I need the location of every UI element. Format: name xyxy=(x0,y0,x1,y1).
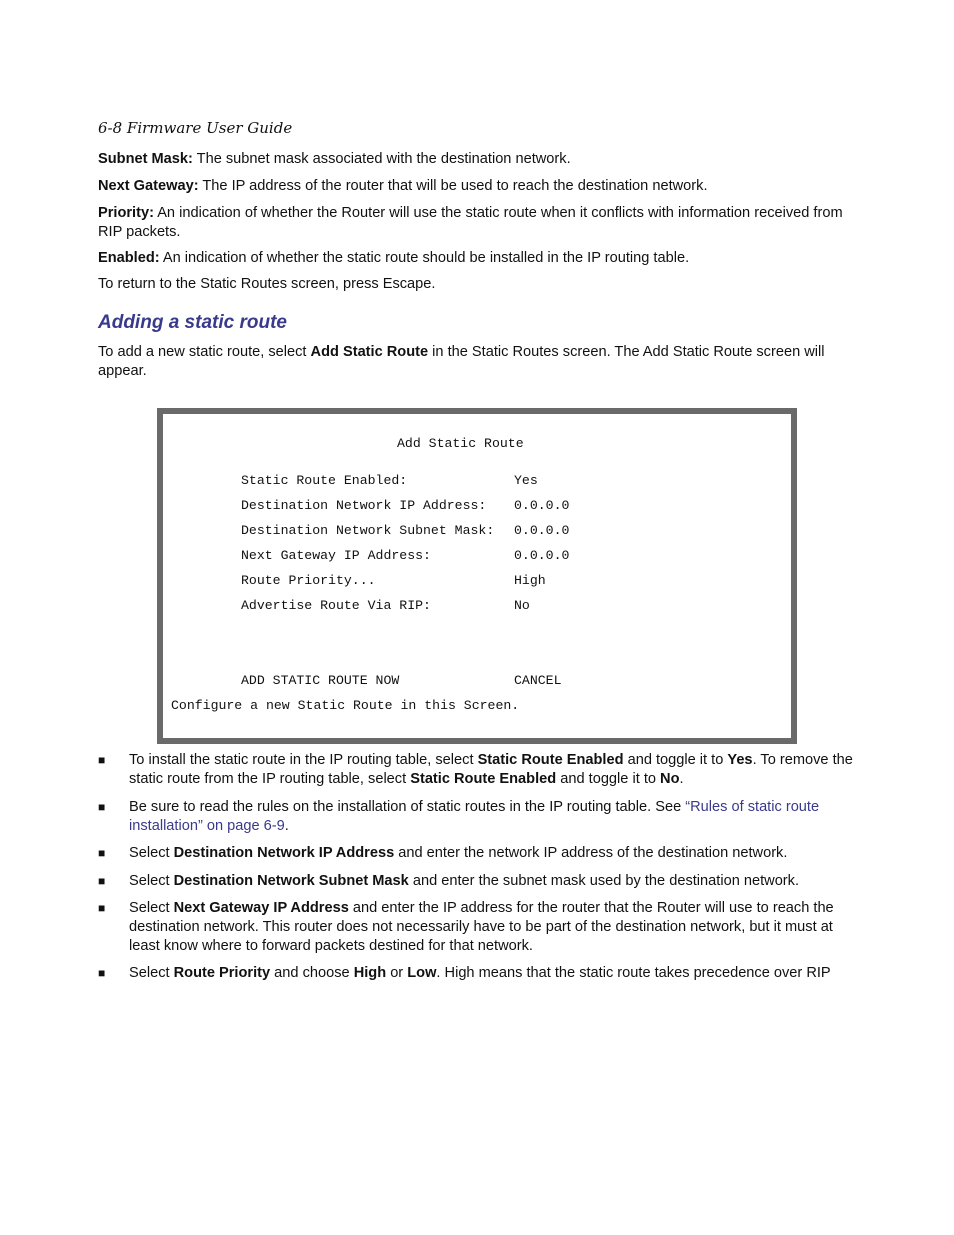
field-value-advertise-rip[interactable]: No xyxy=(514,598,530,613)
bullet-icon: ■ xyxy=(98,800,106,814)
field-value-next-gateway[interactable]: 0.0.0.0 xyxy=(514,548,570,563)
terminal-title: Add Static Route xyxy=(397,436,524,451)
cancel-button[interactable]: CANCEL xyxy=(514,673,562,688)
field-label-static-route-enabled[interactable]: Static Route Enabled: xyxy=(241,473,408,488)
definition-next-gateway: Next Gateway: The IP address of the router that will be used to reach the destination network. xyxy=(98,178,708,194)
bullet-icon: ■ xyxy=(98,846,106,860)
status-line: Configure a new Static Route in this Screen. xyxy=(171,698,520,713)
intro-paragraph: To add a new static route, select Add Static Route in the Static Routes screen. The Add Static Route screen will appear. xyxy=(98,344,825,379)
field-value-destination-subnet[interactable]: 0.0.0.0 xyxy=(514,523,570,538)
add-static-route-screen xyxy=(157,408,797,744)
rules-link[interactable]: “Rules of static route installation” on page 6-9 xyxy=(129,799,820,834)
definition-enabled: Enabled: An indication of whether the static route should be installed in the IP routing table. xyxy=(98,250,690,266)
bullet-icon: ■ xyxy=(98,874,106,888)
bullet-icon: ■ xyxy=(98,966,106,980)
return-instruction: To return to the Static Routes screen, press Escape. xyxy=(98,276,436,292)
page-header: 6-8 Firmware User Guide xyxy=(98,119,293,137)
bullet-icon: ■ xyxy=(98,753,106,767)
field-value-destination-ip[interactable]: 0.0.0.0 xyxy=(514,498,570,513)
field-label-advertise-rip[interactable]: Advertise Route Via RIP: xyxy=(241,598,431,613)
field-value-route-priority[interactable]: High xyxy=(514,573,546,588)
bullet-icon: ■ xyxy=(98,901,106,915)
definition-priority: Priority: An indication of whether the Router will use the static route when it conflicts with information received from RIP packets. xyxy=(98,205,843,240)
field-label-destination-subnet[interactable]: Destination Network Subnet Mask: xyxy=(241,523,495,538)
add-static-route-now-button[interactable]: ADD STATIC ROUTE NOW xyxy=(241,673,400,688)
field-label-next-gateway[interactable]: Next Gateway IP Address: xyxy=(241,548,431,563)
field-label-route-priority[interactable]: Route Priority... xyxy=(241,573,376,588)
definition-subnet-mask: Subnet Mask: The subnet mask associated with the destination network. xyxy=(98,151,571,167)
field-label-destination-ip[interactable]: Destination Network IP Address: xyxy=(241,498,487,513)
section-title: Adding a static route xyxy=(98,312,287,333)
field-value-static-route-enabled[interactable]: Yes xyxy=(514,473,538,488)
